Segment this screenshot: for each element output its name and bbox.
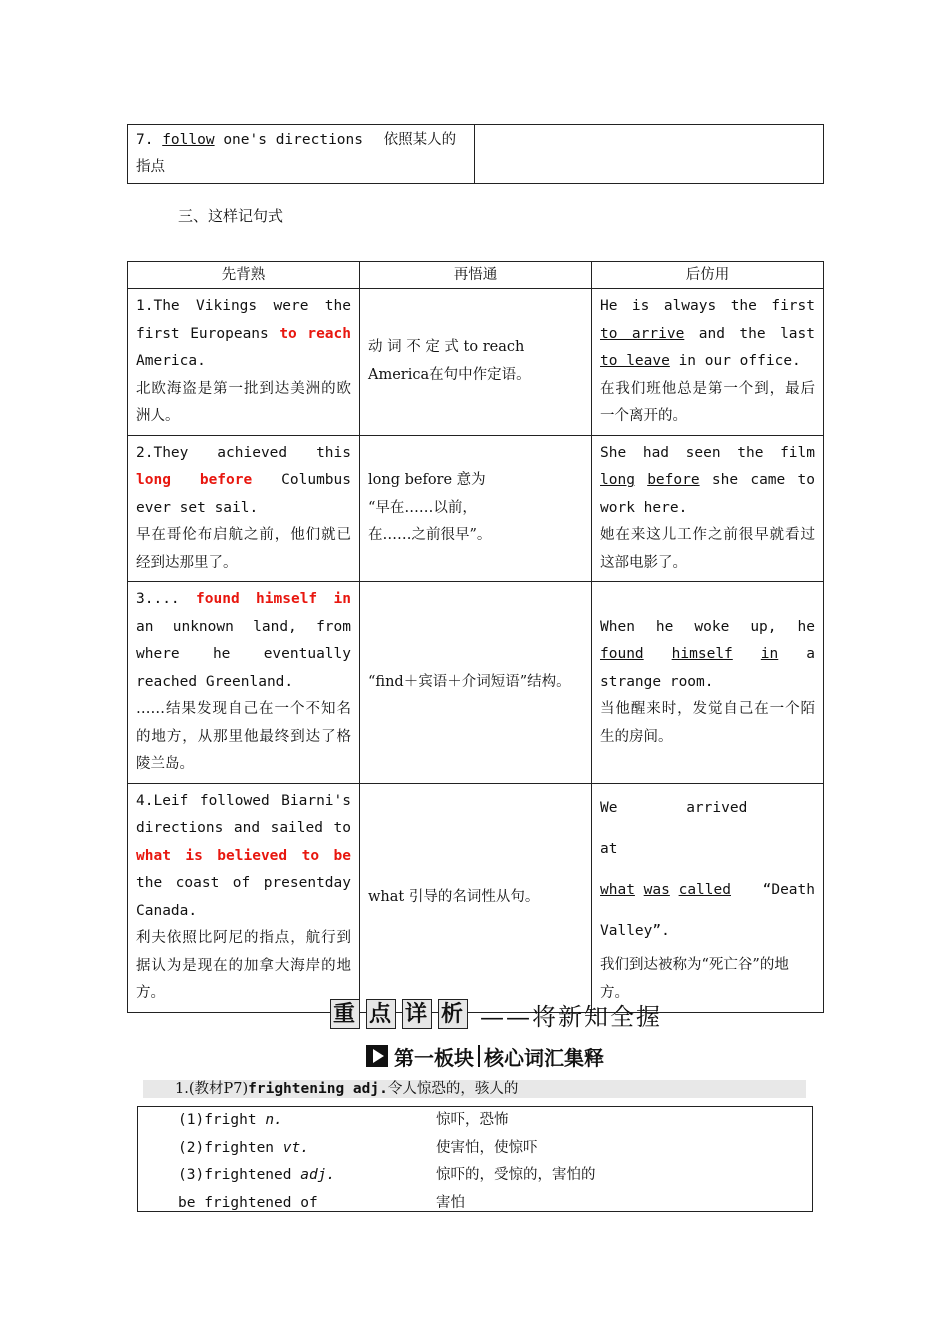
table-row	[128, 289, 824, 436]
heading-box-char: 析	[438, 999, 468, 1029]
heading-box-char: 点	[366, 999, 396, 1029]
sentence-translation: 早在哥伦布启航之前，他们就已经到达那里了。	[136, 527, 351, 571]
list-item: (2)frighten vt. 使害怕，使惊吓	[178, 1139, 538, 1156]
word-meaning: 令人惊恐的，骇人的	[387, 1081, 519, 1097]
example-sentence: 4.Leif followed Biarni's directions and sailed to what is believed to be the coast of presentday Canada. 利夫依照比阿尼的指点，航行到据认为是现在的加拿大海岸的地方。	[128, 783, 360, 1012]
play-icon	[366, 1045, 388, 1067]
imitation-translation: 她在来这儿工作之前很早就看过这部电影了。	[600, 527, 815, 571]
list-item: be frightened of 害怕	[178, 1194, 465, 1211]
list-item: (3)frightened adj. 惊吓的，受惊的，害怕的	[178, 1167, 596, 1183]
grammar-note: 动 词 不 定 式 to reach America在句中作定语。	[360, 289, 592, 436]
column-header: 先背熟	[128, 262, 360, 289]
word-entry-bar	[143, 1080, 806, 1098]
grammar-note: what 引导的名词性从句。	[360, 783, 592, 1012]
imitation-translation: 在我们班他总是第一个到，最后一个离开的。	[600, 380, 815, 424]
example-sentence: 3.... found himself in an unknown land, from where he eventually reached Greenland. ……结果发现自己在一个不知名的地方，从那里他最终到达了格陵兰岛。	[128, 582, 360, 784]
phrase-verb: follow	[162, 132, 215, 148]
key-section-heading	[330, 998, 662, 1030]
example-sentence: 2.They achieved this long before Columbus ever set sail. 早在哥伦布启航之前，他们就已经到达那里了。	[128, 435, 360, 582]
word-headword: frightening adj.	[248, 1081, 388, 1097]
word-family-box	[137, 1106, 813, 1212]
separator	[478, 1045, 480, 1067]
imitation-sentence: She had seen the film long before she came to work here. 她在来这儿工作之前很早就看过这部电影了。	[592, 435, 824, 582]
table-row	[128, 582, 824, 784]
sentence-translation: 北欧海盗是第一批到达美洲的欧洲人。	[136, 380, 351, 424]
phrase-number: 7.	[136, 132, 163, 148]
board-heading	[366, 1042, 604, 1070]
grammar-note: “find＋宾语＋介词短语”结构。	[360, 582, 592, 784]
board-title: 第一板块	[394, 1045, 474, 1070]
phrase-cell	[128, 125, 475, 184]
sentence-table	[127, 261, 824, 1013]
example-sentence: 1.The Vikings were the first Europeans to reach America. 北欧海盗是第一批到达美洲的欧洲人。	[128, 289, 360, 436]
list-item: (1)fright n. 惊吓，恐怖	[178, 1112, 509, 1128]
heading-box-char: 详	[402, 999, 432, 1029]
imitation-sentence: When he woke up, he found himself in a strange room. 当他醒来时，发觉自己在一个陌生的房间。	[592, 582, 824, 784]
column-header: 再悟通	[360, 262, 592, 289]
imitation-translation: 当他醒来时，发觉自己在一个陌生的房间。	[600, 701, 815, 745]
imitation-translation: 我们到达被称为“死亡谷”的地方。	[600, 957, 789, 1001]
word-source: 1.(教材P7)	[175, 1081, 249, 1097]
table-row	[128, 435, 824, 582]
phrase-meaning: 依照某人的指点	[136, 132, 457, 175]
imitation-sentence: He is always the first to arrive and the last to leave in our office. 在我们班他总是第一个到，最后一个离开的。	[592, 289, 824, 436]
phrase-table	[127, 124, 824, 184]
phrase-rest: one's directions	[214, 132, 363, 148]
table-row	[128, 783, 824, 1012]
sentence-translation: 利夫依照比阿尼的指点，航行到据认为是现在的加拿大海岸的地方。	[136, 930, 351, 1001]
board-subtitle: 核心词汇集释	[484, 1045, 604, 1070]
sentence-translation: ……结果发现自己在一个不知名的地方，从那里他最终到达了格陵兰岛。	[136, 701, 351, 772]
table-header-row	[128, 262, 824, 289]
phrase-empty-cell	[475, 125, 824, 184]
section-heading: 三、这样记句式	[178, 207, 284, 225]
column-header: 后仿用	[592, 262, 824, 289]
heading-box-char: 重	[330, 999, 360, 1029]
heading-subtitle: ——将新知全握	[480, 1002, 662, 1031]
grammar-note: long before 意为 “早在……以前， 在……之前很早”。	[360, 435, 592, 582]
imitation-sentence: We arrived at what was called “Death Valley”. 我们到达被称为“死亡谷”的地方。	[592, 783, 824, 1012]
